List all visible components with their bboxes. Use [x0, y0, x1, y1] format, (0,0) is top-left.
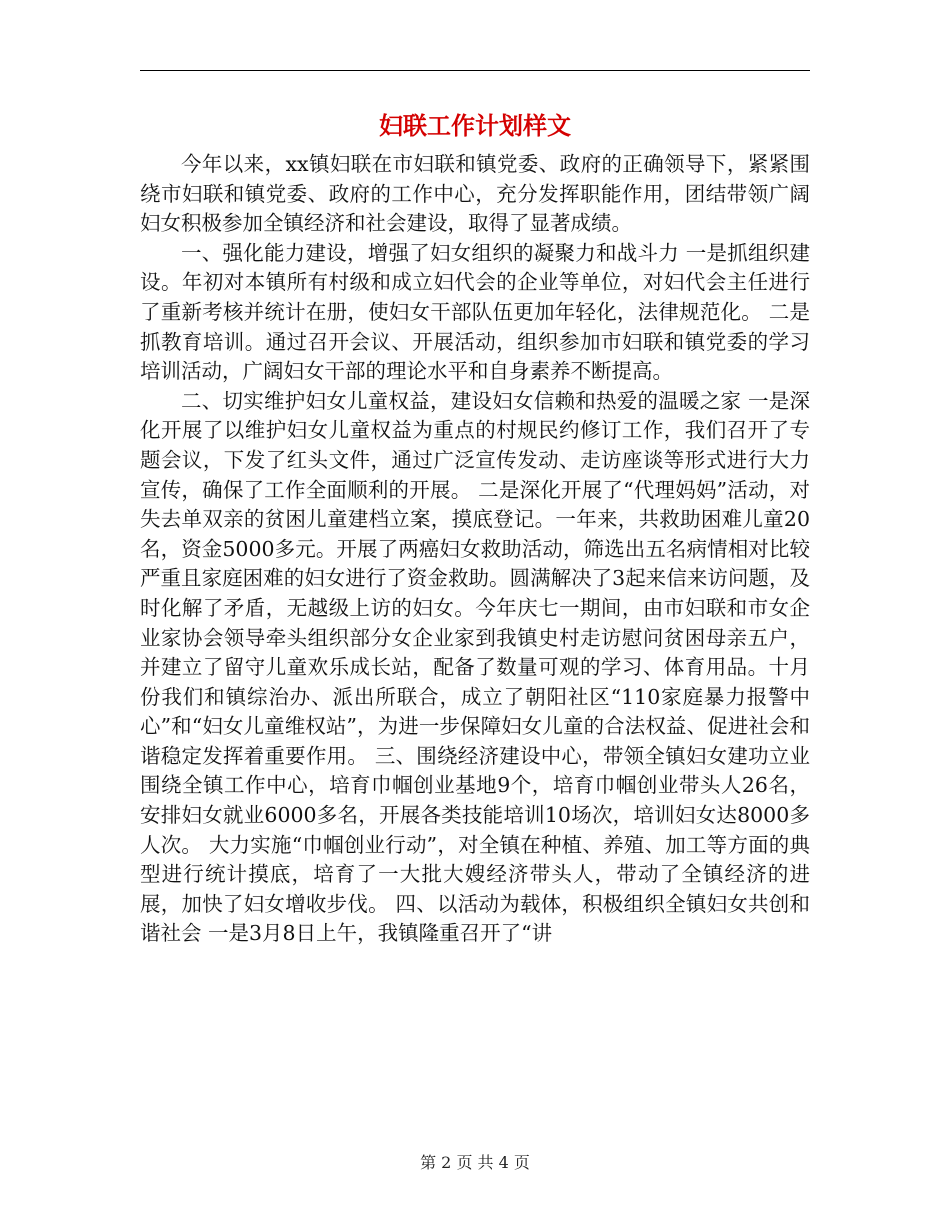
- document-title: 妇联工作计划样文: [379, 111, 571, 140]
- paragraph-section-one: 一、强化能力建设，增强了妇女组织的凝聚力和战斗力 一是抓组织建设。年初对本镇所有村级和成立妇代会的企业等单位，对妇代会主任进行了重新考核并统计在册，使妇女干部队伍更加年轻化，法律规范化。 二是抓教育培训。通过召开会议、开展活动，组织参加市妇联和镇党委的学习培训活动，广阔妇女干部的理论水平和自身素养不断提高。: [140, 240, 810, 384]
- page-number: 第 2 页 共 4 页: [420, 1153, 530, 1172]
- document-body: [140, 150, 810, 949]
- header-rule: [140, 70, 810, 71]
- paragraph-section-two: 二、切实维护妇女儿童权益，建设妇女信赖和热爱的温暖之家 一是深化开展了以维护妇女儿童权益为重点的村规民约修订工作，我们召开了专题会议，下发了红头文件，通过广泛宣传发动、走访座谈等形式进行大力宣传，确保了工作全面顺利的开展。 二是深化开展了“代理妈妈”活动，对失去单双亲的贫困儿童建档立案，摸底登记。一年来，共救助困难儿童20名，资金5000多元。开展了两癌妇女救助活动，筛选出五名病情相对比较严重且家庭困难的妇女进行了资金救助。圆满解决了3起来信来访问题，及时化解了矛盾，无越级上访的妇女。今年庆七一期间，由市妇联和市女企业家协会领导牵头组织部分女企业家到我镇史村走访慰问贫困母亲五户，并建立了留守儿童欢乐成长站，配备了数量可观的学习、体育用品。十月份我们和镇综治办、派出所联合，成立了朝阳社区“110家庭暴力报警中心”和“妇女儿童维权站”，为进一步保障妇女儿童的合法权益、促进社会和谐稳定发挥着重要作用。 三、围绕经济建设中心，带领全镇妇女建功立业 围绕全镇工作中心，培育巾帼创业基地9个，培育巾帼创业带头人26名，安排妇女就业6000多名，开展各类技能培训10场次，培训妇女达8000多人次。 大力实施“巾帼创业行动”，对全镇在种植、养殖、加工等方面的典型进行统计摸底，培育了一大批大嫂经济带头人，带动了全镇经济的进展，加快了妇女增收步伐。 四、以活动为载体，积极组织全镇妇女共创和谐社会 一是3月8日上午，我镇隆重召开了“讲: [140, 388, 810, 946]
- paragraph-intro: 今年以来，xx镇妇联在市妇联和镇党委、政府的正确领导下，紧紧围绕市妇联和镇党委、政府的工作中心，充分发挥职能作用，团结带领广阔妇女积极参加全镇经济和社会建设，取得了显著成绩。: [140, 152, 810, 236]
